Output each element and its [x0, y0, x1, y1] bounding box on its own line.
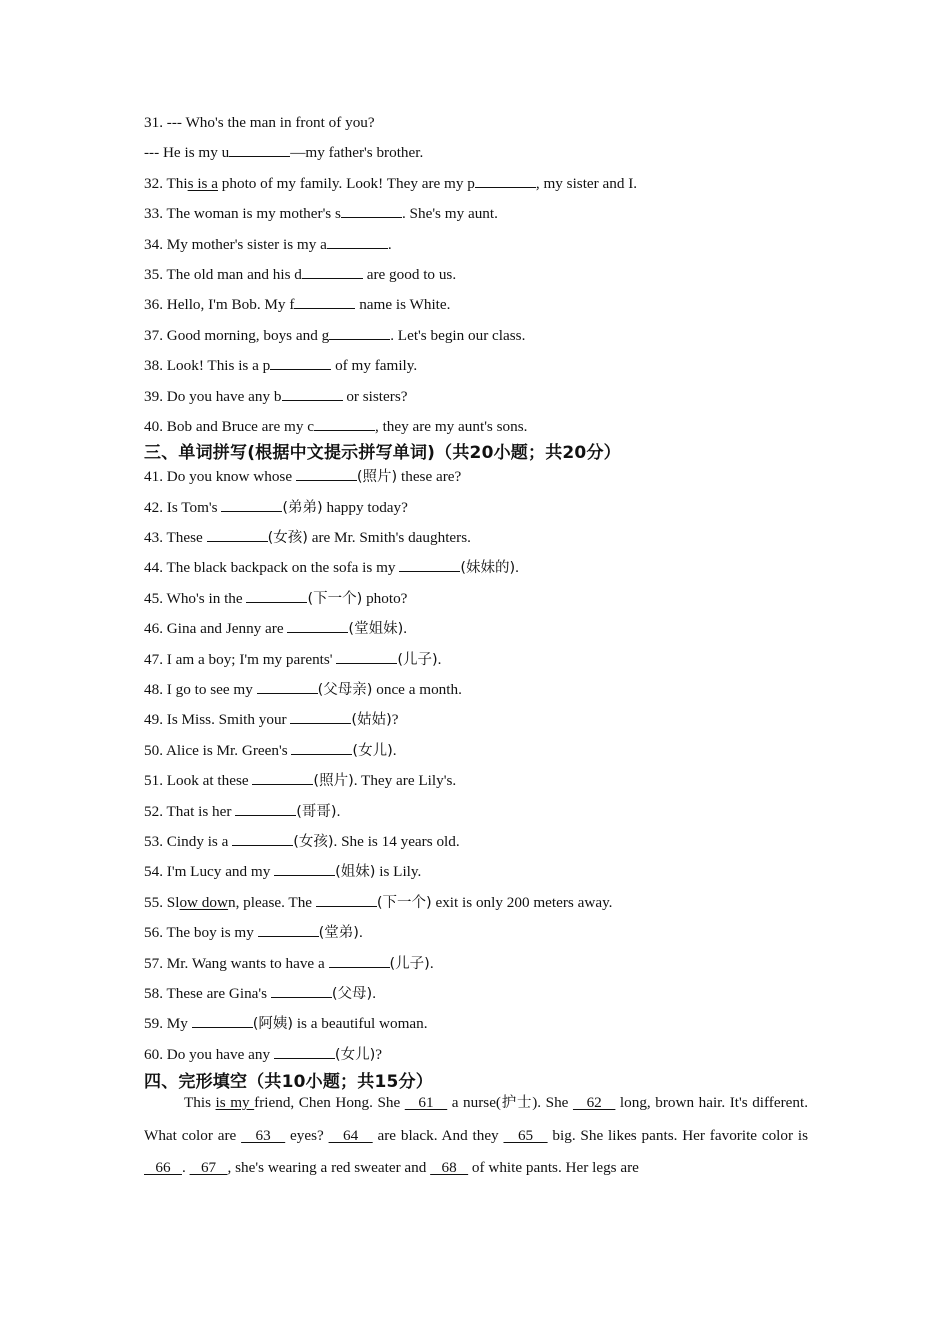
answer-blank[interactable] [287, 620, 348, 633]
list-item: 35. The old man and his d are good to us. [144, 265, 457, 283]
list-item: 60. Do you have any (女儿)? [144, 1045, 382, 1063]
answer-blank[interactable] [290, 711, 351, 724]
cloze-blank-65[interactable]: 65 [503, 1126, 548, 1144]
answer-blank[interactable] [329, 327, 390, 340]
answer-blank[interactable] [327, 236, 388, 249]
list-item: 38. Look! This is a p of my family. [144, 357, 418, 375]
list-item: 49. Is Miss. Smith your (姑姑)? [144, 711, 399, 729]
answer-blank[interactable] [475, 175, 536, 188]
answer-blank[interactable] [246, 590, 307, 603]
worksheet-content [144, 114, 808, 1185]
list-item: 40. Bob and Bruce are my c , they are my aunt's sons. [144, 417, 528, 435]
list-item: 44. The black backpack on the sofa is my (妹妹的). [144, 559, 519, 577]
cloze-blank-66[interactable]: 66 [144, 1159, 182, 1177]
list-item: 48. I go to see my (父母亲) once a month. [144, 681, 462, 699]
list-item: 50. Alice is Mr. Green's (女儿). [144, 741, 397, 759]
answer-blank[interactable] [232, 833, 293, 846]
answer-blank[interactable] [274, 863, 335, 876]
cloze-passage: This is my friend, Chen Hong. She 61 a nurse(护士). She 62 long, brown hair. It's different. What color are 63 eyes? 64 are black. And they 65 big. She likes pants. Her favorite color is 66 . 67 , she's wearing a red sweater and 68 of white pants. Her legs are [144, 1094, 808, 1177]
list-item: 34. My mother's sister is my a . [144, 235, 392, 253]
list-item: 56. The boy is my (堂弟). [144, 924, 363, 942]
answer-blank[interactable] [296, 468, 357, 481]
answer-blank[interactable] [258, 924, 319, 937]
cloze-blank-62[interactable]: 62 [572, 1094, 616, 1112]
section4-heading: 四、完形填空（共10小题；共15分） [144, 1072, 433, 1093]
list-item: 59. My (阿姨) is a beautiful woman. [144, 1015, 428, 1033]
answer-blank[interactable] [192, 1015, 253, 1028]
list-item: 39. Do you have any b or sisters? [144, 387, 408, 405]
list-item: 52. That is her (哥哥). [144, 802, 341, 820]
list-item: 58. These are Gina's (父母). [144, 984, 376, 1002]
answer-blank[interactable] [257, 681, 318, 694]
section2-list [144, 114, 808, 448]
answer-blank[interactable] [341, 205, 402, 218]
answer-blank[interactable] [252, 772, 313, 785]
section3-heading: 三、单词拼写(根据中文提示拼写单词)（共20小题；共20分） [144, 443, 621, 464]
list-item: 55. Slow down, please. The (下一个) exit is only 200 meters away. [144, 893, 613, 911]
list-item: --- He is my u —my father's brother. [144, 144, 424, 162]
answer-blank[interactable] [235, 803, 296, 816]
cloze-blank-68[interactable]: 68 [430, 1159, 469, 1177]
answer-blank[interactable] [399, 559, 460, 572]
list-item: 37. Good morning, boys and g . Let's begin our class. [144, 326, 526, 344]
answer-blank[interactable] [294, 296, 355, 309]
answer-blank[interactable] [274, 1046, 335, 1059]
section3-list [144, 468, 808, 1076]
answer-blank[interactable] [291, 742, 352, 755]
list-item: 31. --- Who's the man in front of you? [144, 114, 375, 131]
list-item: 36. Hello, I'm Bob. My f name is White. [144, 296, 451, 314]
answer-blank[interactable] [207, 529, 268, 542]
list-item: 51. Look at these (照片). They are Lily's. [144, 772, 457, 790]
list-item: 42. Is Tom's (弟弟) happy today? [144, 498, 408, 516]
answer-blank[interactable] [270, 357, 331, 370]
answer-blank[interactable] [336, 651, 397, 664]
answer-blank[interactable] [329, 955, 390, 968]
answer-blank[interactable] [316, 894, 377, 907]
list-item: 47. I am a boy; I'm my parents' (儿子). [144, 650, 442, 668]
answer-blank[interactable] [221, 499, 282, 512]
list-item: 41. Do you know whose (照片) these are? [144, 468, 462, 486]
list-item: 54. I'm Lucy and my (姐妹) is Lily. [144, 863, 422, 881]
answer-blank[interactable] [282, 388, 343, 401]
list-item: 45. Who's in the (下一个) photo? [144, 589, 408, 607]
list-item: 53. Cindy is a (女孩). She is 14 years old. [144, 832, 460, 850]
list-item: 32. This is a photo of my family. Look! They are my p , my sister and I. [144, 174, 638, 192]
list-item: 33. The woman is my mother's s . She's my aunt. [144, 205, 498, 223]
cloze-blank-67[interactable]: 67 [189, 1159, 228, 1177]
answer-blank[interactable] [229, 144, 290, 157]
list-item: 46. Gina and Jenny are (堂姐妹). [144, 620, 408, 638]
cloze-blank-63[interactable]: 63 [241, 1126, 286, 1144]
list-item: 43. These (女孩) are Mr. Smith's daughters. [144, 529, 471, 547]
cloze-blank-64[interactable]: 64 [328, 1126, 373, 1144]
cloze-blank-61[interactable]: 61 [404, 1094, 448, 1112]
answer-blank[interactable] [271, 985, 332, 998]
answer-blank[interactable] [314, 418, 375, 431]
answer-blank[interactable] [302, 266, 363, 279]
list-item: 57. Mr. Wang wants to have a (儿子). [144, 954, 434, 972]
